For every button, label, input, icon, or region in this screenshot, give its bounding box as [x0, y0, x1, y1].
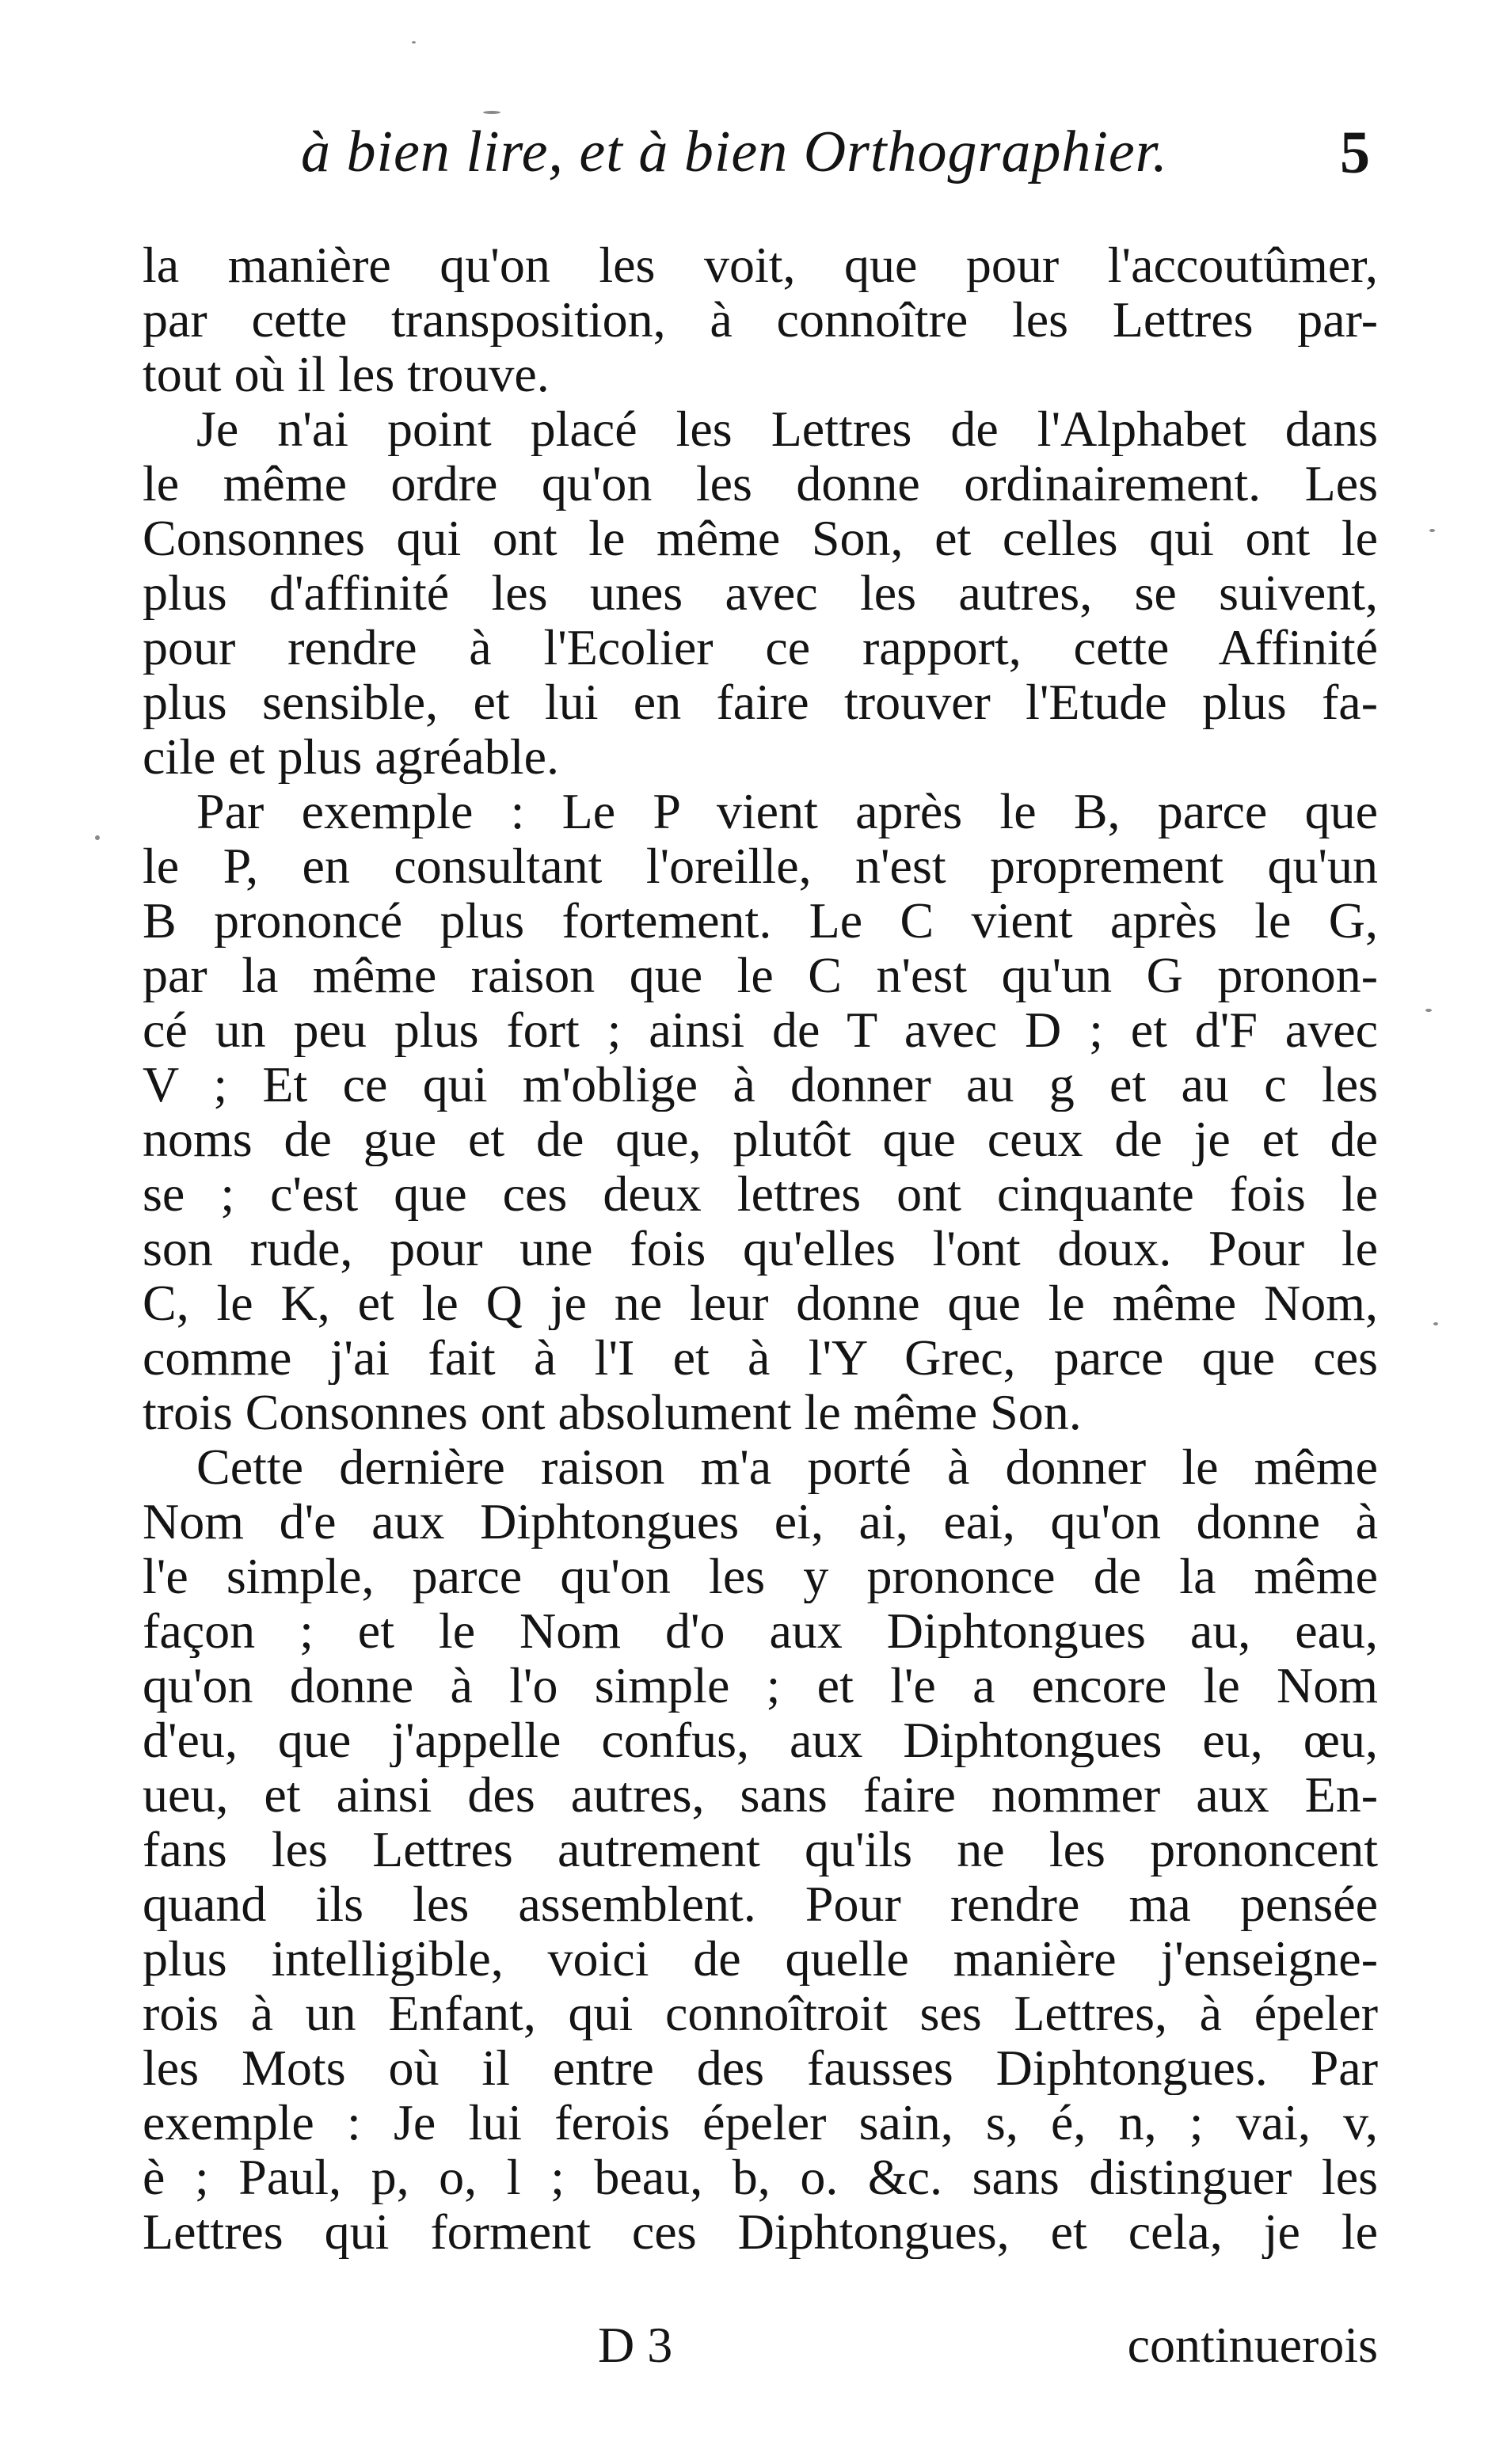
text-line: par cette transposition, à connoître les Lettres par- — [143, 292, 1378, 347]
ink-speck — [483, 111, 500, 114]
text-line: fans les Lettres autrement qu'ils ne les prononcent — [143, 1822, 1378, 1877]
ink-speck — [1425, 1009, 1432, 1012]
signature-mark: D 3 — [598, 2317, 673, 2373]
text-line: comme j'ai fait à l'I et à l'Y Grec, parce que ces — [143, 1330, 1378, 1385]
text-line: l'e simple, parce qu'on les y prononce de la même — [143, 1549, 1378, 1603]
body-text — [143, 238, 1378, 2259]
running-head — [301, 119, 1370, 214]
text-line: V ; Et ce qui m'oblige à donner au g et au c les — [143, 1057, 1378, 1112]
text-line: son rude, pour une fois qu'elles l'ont doux. Pour le — [143, 1221, 1378, 1276]
text-line: noms de gue et de que, plutôt que ceux de je et de — [143, 1112, 1378, 1166]
text-line: Lettres qui forment ces Diphtongues, et cela, je le — [143, 2204, 1378, 2259]
text-line: tout où il les trouve. — [143, 347, 550, 401]
text-line: plus sensible, et lui en faire trouver l'Etude plus fa- — [143, 675, 1378, 729]
text-line: la manière qu'on les voit, que pour l'accoutûmer, — [143, 238, 1378, 292]
page-number: 5 — [1340, 120, 1370, 186]
running-title: à bien lire, et à bien Orthographier. — [301, 120, 1168, 184]
text-line: Nom d'e aux Diphtongues ei, ai, eai, qu'on donne à — [143, 1494, 1378, 1549]
text-line: plus d'affinité les unes avec les autres, se suivent, — [143, 565, 1378, 620]
text-line: cé un peu plus fort ; ainsi de T avec D ; et d'F avec — [143, 1002, 1378, 1057]
text-line: le même ordre qu'on les donne ordinairement. Les — [143, 456, 1378, 511]
text-line: façon ; et le Nom d'o aux Diphtongues au, eau, — [143, 1603, 1378, 1658]
text-line: quand ils les assemblent. Pour rendre ma pensée — [143, 1877, 1378, 1931]
text-line: pour rendre à l'Ecolier ce rapport, cette Affinité — [143, 620, 1378, 675]
text-line: qu'on donne à l'o simple ; et l'e a encore le Nom — [143, 1658, 1378, 1713]
text-line: Cette dernière raison m'a porté à donner le même — [196, 1439, 1378, 1494]
text-line: les Mots où il entre des fausses Diphtongues. Par — [143, 2040, 1378, 2095]
text-line: se ; c'est que ces deux lettres ont cinquante fois le — [143, 1166, 1378, 1221]
ink-speck — [1429, 529, 1435, 532]
page-footer — [143, 2316, 1378, 2379]
ink-speck — [1433, 1322, 1438, 1325]
text-line: C, le K, et le Q je ne leur donne que le même Nom, — [143, 1276, 1378, 1330]
text-line: exemple : Je lui ferois épeler sain, s, é, n, ; vai, v, — [143, 2095, 1378, 2150]
text-line: ueu, et ainsi des autres, sans faire nommer aux En- — [143, 1767, 1378, 1822]
text-line: Consonnes qui ont le même Son, et celles qui ont le — [143, 511, 1378, 565]
text-line: plus intelligible, voici de quelle manière j'enseigne- — [143, 1931, 1378, 1986]
text-line: cile et plus agréable. — [143, 729, 559, 784]
ink-speck — [95, 835, 100, 840]
ink-speck — [412, 41, 416, 44]
text-line: trois Consonnes ont absolument le même Son. — [143, 1385, 1082, 1439]
text-line: Je n'ai point placé les Lettres de l'Alphabet dans — [196, 401, 1378, 456]
text-line: B prononcé plus fortement. Le C vient après le G, — [143, 893, 1378, 948]
text-line: è ; Paul, p, o, l ; beau, b, o. &c. sans distinguer les — [143, 2150, 1378, 2204]
text-line: le P, en consultant l'oreille, n'est proprement qu'un — [143, 838, 1378, 893]
text-line: Par exemple : Le P vient après le B, parce que — [196, 784, 1378, 838]
text-line: d'eu, que j'appelle confus, aux Diphtongues eu, œu, — [143, 1713, 1378, 1767]
catchword: continuerois — [1127, 2317, 1378, 2373]
text-line: par la même raison que le C n'est qu'un G pronon- — [143, 948, 1378, 1002]
text-line: rois à un Enfant, qui connoîtroit ses Lettres, à épeler — [143, 1986, 1378, 2040]
